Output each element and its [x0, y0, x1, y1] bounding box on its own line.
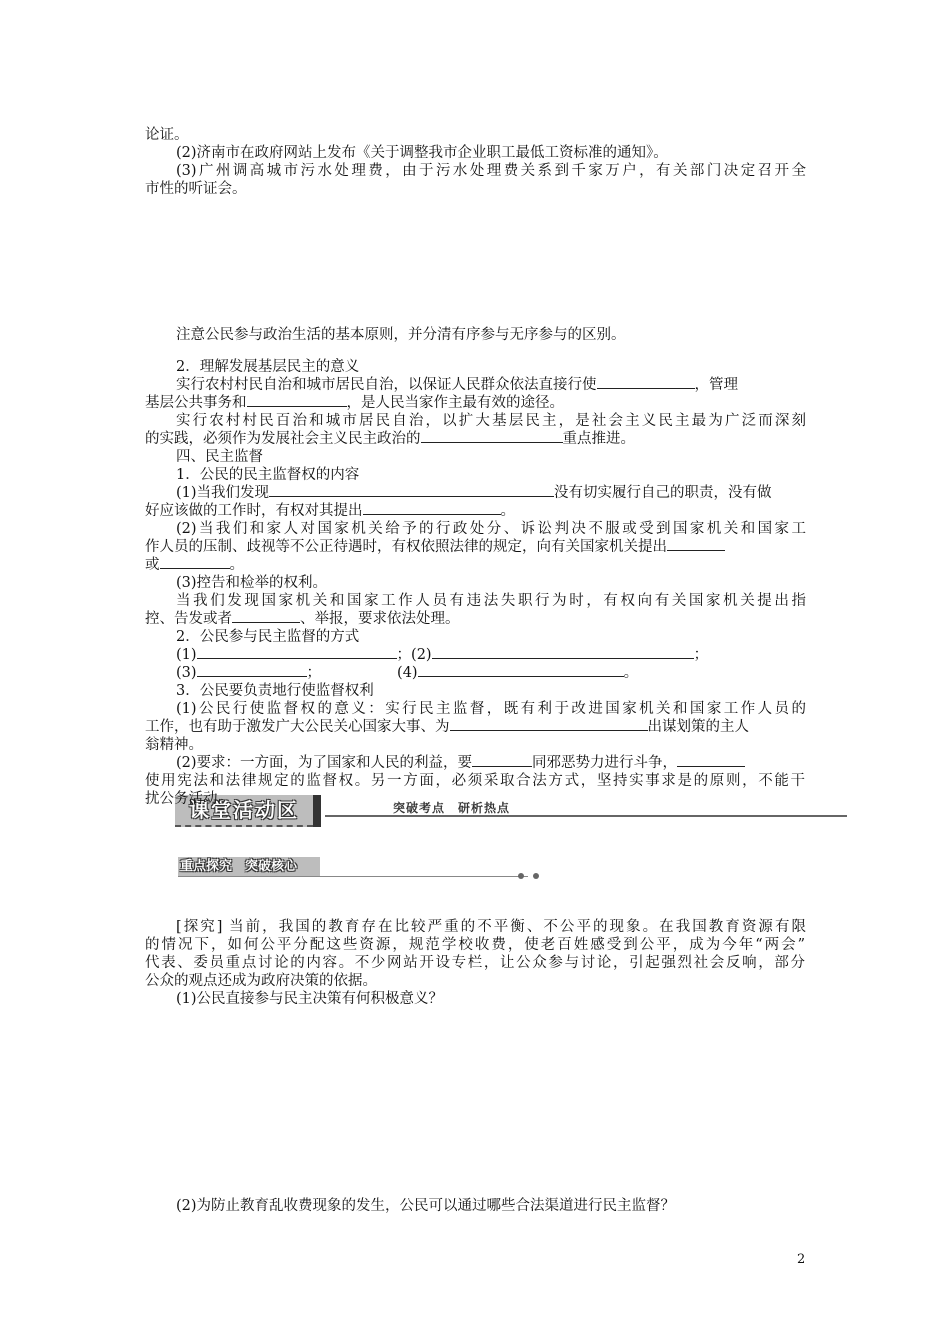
text-line: 公众的观点还成为政府决策的依据。	[145, 973, 377, 989]
text-span: 控、告发或者	[145, 611, 232, 627]
text-span: ；	[693, 647, 709, 663]
heading: 2．理解发展基层民主的意义	[176, 359, 360, 375]
text-span: 没有切实履行自己的职责，没有做	[554, 485, 772, 501]
fill-blank[interactable]	[597, 376, 695, 389]
text-span: (1)当我们发现	[176, 485, 270, 501]
subheading: 2．公民参与民主监督的方式	[176, 629, 360, 645]
note-text: 注意公民参与政治生活的基本原则，并分清有序参与无序参与的区别。	[176, 327, 626, 343]
text-line	[176, 484, 806, 502]
text-line: 论证。	[145, 127, 189, 143]
text-line: (3)广州调高城市污水处理费，由于污水处理费关系到千家万户，有关部门决定召开全	[176, 163, 806, 179]
text-span: 实行农村村民自治和城市居民自治，以保证人民群众依法直接行使	[176, 377, 597, 393]
text-line	[176, 664, 806, 682]
text-line	[145, 430, 805, 448]
text-span: (4)	[397, 665, 418, 681]
text-span: 重点推进。	[562, 431, 635, 447]
fill-blank[interactable]	[421, 430, 563, 443]
text-line: 翁精神。	[145, 737, 203, 753]
text-span: (1)	[176, 647, 197, 663]
text-line: 的情况下，如何公平分配这些资源，规范学校收费，使老百姓感受到公平，成为今年“两会”	[145, 937, 805, 953]
text-line	[176, 376, 806, 394]
text-span: 出谋划策的主人	[647, 719, 749, 735]
fill-blank[interactable]	[160, 556, 230, 569]
fill-blank[interactable]	[472, 754, 532, 767]
section-header-title: 重点探究 突破核心	[178, 857, 320, 877]
text-span: 基层公共事务和	[145, 395, 247, 411]
text-span: 。	[623, 665, 639, 681]
page-number: 2	[797, 1252, 806, 1267]
text-line	[145, 718, 805, 736]
text-line	[145, 538, 805, 556]
subheading: 1．公民的民主监督权的内容	[176, 467, 360, 483]
text-line: 实行农村村民百治和城市居民自治，以扩大基层民主，是社会主义民主最为广泛而深刻	[176, 413, 806, 429]
question: (2)为防止教育乱收费现象的发生，公民可以通过哪些合法渠道进行民主监督？	[176, 1198, 676, 1214]
text-span: ；(2)	[396, 647, 432, 663]
text-line: [探究] 当前，我国的教育存在比较严重的不平衡、不公平的现象。在我国教育资源有限	[176, 919, 806, 935]
fill-blank[interactable]	[247, 394, 347, 407]
question: (1)公民直接参与民主决策有何积极意义？	[176, 991, 444, 1007]
text-span: 作人员的压制、歧视等不公正待遇时，有权依照法律的规定，向有关国家机关提出	[145, 539, 667, 555]
text-span: 好应该做的工作时，有权对其提出	[145, 503, 363, 519]
text-line	[145, 610, 805, 628]
text-line	[145, 394, 805, 412]
fill-blank[interactable]	[418, 664, 624, 677]
fill-blank[interactable]	[232, 610, 300, 623]
fill-blank[interactable]	[269, 484, 554, 497]
heading: 四、民主监督	[176, 449, 263, 465]
fill-blank[interactable]	[667, 538, 725, 551]
text-span: 或	[145, 557, 160, 573]
fill-blank[interactable]	[450, 718, 648, 731]
text-line: (1)公民行使监督权的意义：实行民主监督，既有利于改进国家机关和国家工作人员的	[176, 701, 806, 717]
text-span: 工作，也有助于激发广大公民关心国家大事、为	[145, 719, 450, 735]
text-span: 。	[229, 557, 244, 573]
text-span: ，管理	[694, 377, 738, 393]
text-line	[145, 556, 805, 574]
fill-blank[interactable]	[197, 646, 397, 659]
text-span: 的实践，必须作为发展社会主义民主政治的	[145, 431, 421, 447]
text-span: 、举报，要求依法处理。	[300, 611, 460, 627]
subheading: 3．公民要负责地行使监督权利	[176, 683, 374, 699]
banner-title: 课堂活动区	[175, 795, 313, 827]
text-span: 。	[500, 503, 515, 519]
text-line: 使用宪法和法律规定的监督权。另一方面，必须采取合法方式，坚持实事求是的原则，不能干	[145, 773, 805, 789]
text-span: (2)要求：一方面，为了国家和人民的利益，要	[176, 755, 473, 771]
fill-blank[interactable]	[197, 664, 307, 677]
banner-subtitle: 突破考点 研析热点	[393, 801, 511, 815]
text-span: (3)	[176, 665, 197, 681]
text-span: ，是人民当家作主最有效的途径。	[346, 395, 564, 411]
text-line	[145, 502, 805, 520]
text-span: ；	[306, 665, 322, 681]
dot-icon	[533, 873, 539, 879]
section-header	[178, 857, 543, 879]
dot-icon	[518, 873, 524, 879]
fill-blank[interactable]	[432, 646, 694, 659]
text-span: 同邪恶势力进行斗争，	[532, 755, 678, 771]
text-line: 当我们发现国家机关和国家工作人员有违法失职行为时，有权向有关国家机关提出指	[176, 593, 806, 609]
text-line: (2)当我们和家人对国家机关给予的行政处分、诉讼判决不服或受到国家机关和国家工	[176, 521, 806, 537]
fill-blank[interactable]	[363, 502, 501, 515]
text-line	[176, 646, 806, 664]
text-line	[176, 754, 806, 772]
text-line: 扰公务活动。	[145, 791, 232, 807]
text-line: (2)济南市在政府网站上发布《关于调整我市企业职工最低工资标准的通知》。	[176, 145, 668, 161]
section-header-rule	[178, 876, 528, 877]
text-line: 市性的听证会。	[145, 181, 247, 197]
text-line: 代表、委员重点讨论的内容。不少网站开设专栏，让公众参与讨论，引起强烈社会反响，部分	[145, 955, 805, 971]
fill-blank[interactable]	[677, 754, 745, 767]
text-line: (3)控告和检举的权利。	[176, 575, 328, 591]
